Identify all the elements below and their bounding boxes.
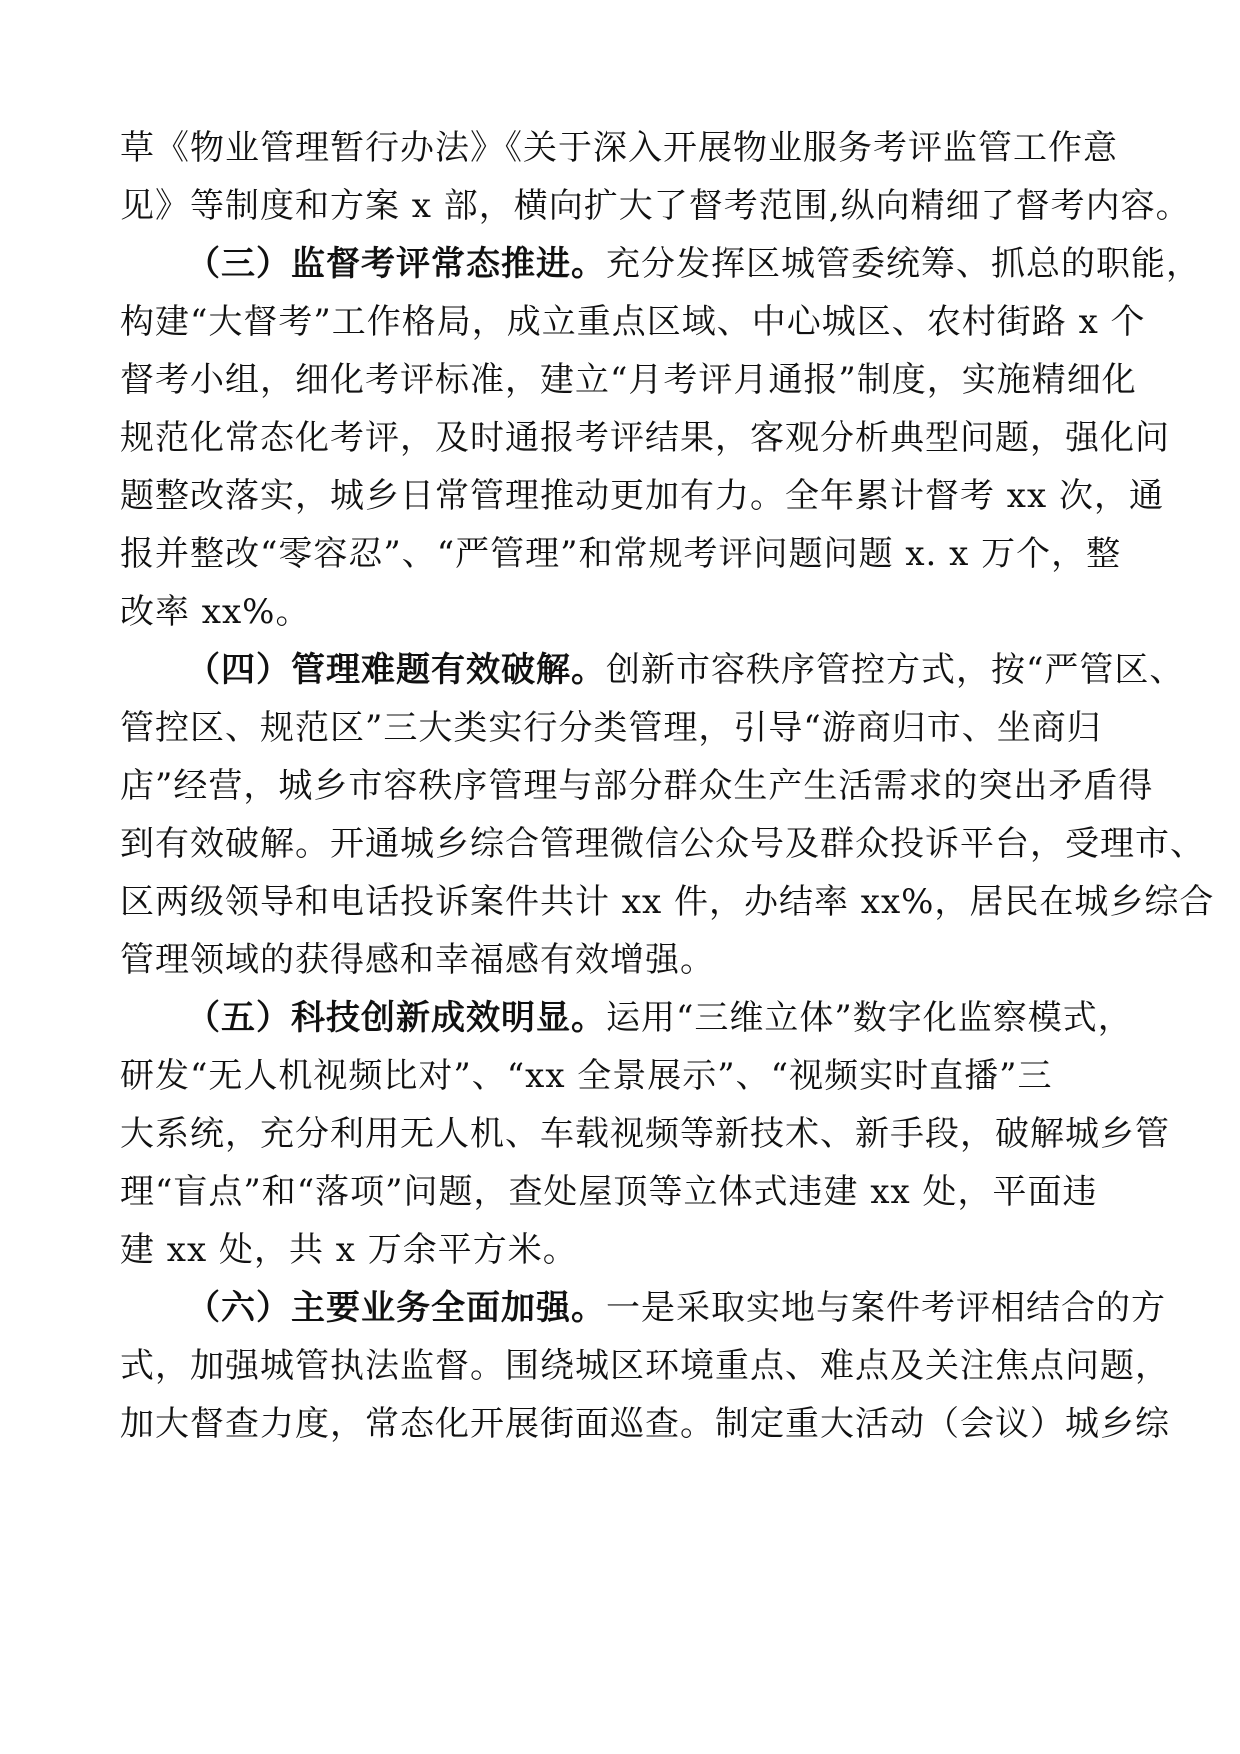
text-line: 构建“大督考”工作格局，成立重点区域、中心城区、农村街路 x 个 <box>120 302 1146 342</box>
text-line: 区两级领导和电话投诉案件共计 xx 件，办结率 xx%，居民在城乡综合 <box>120 882 1215 922</box>
text-line: 管理领域的获得感和幸福感有效增强。 <box>120 940 715 980</box>
section-six-text: 一是采取实地与案件考评相结合的方 <box>606 1288 1166 1328</box>
text-line: 研发“无人机视频比对”、“xx 全景展示”、“视频实时直播”三 <box>120 1056 1053 1096</box>
text-line: 店”经营，城乡市容秩序管理与部分群众生产生活需求的突出矛盾得 <box>120 766 1154 806</box>
text-line: 加大督查力度，常态化开展街面巡查。制定重大活动（会议）城乡综 <box>120 1404 1170 1444</box>
section-six-first-line <box>186 1288 1166 1328</box>
text-line: 草《物业管理暂行办法》《关于深入开展物业服务考评监管工作意 <box>120 128 1118 168</box>
section-three-text: 充分发挥区城管委统筹、抓总的职能， <box>606 244 1201 284</box>
text-line: 见》等制度和方案 x 部，横向扩大了督考范围,纵向精细了督考内容。 <box>120 186 1191 226</box>
section-three-first-line <box>186 244 1201 284</box>
text-line: 管控区、规范区”三大类实行分类管理，引导“游商归市、坐商归 <box>120 708 1102 748</box>
section-four-heading: （四）管理难题有效破解。 <box>186 650 606 690</box>
text-line: 督考小组，细化考评标准，建立“月考评月通报”制度，实施精细化 <box>120 360 1137 400</box>
text-line: 改率 xx%。 <box>120 592 311 632</box>
text-line: 规范化常态化考评，及时通报考评结果，客观分析典型问题，强化问 <box>120 418 1170 458</box>
section-three-heading: （三）监督考评常态推进。 <box>186 244 606 284</box>
section-five-first-line <box>186 998 1133 1038</box>
section-four-first-line <box>186 650 1184 690</box>
text-line: 题整改落实，城乡日常管理推动更加有力。全年累计督考 xx 次，通 <box>120 476 1164 516</box>
section-five-text: 运用“三维立体”数字化监察模式， <box>606 998 1133 1038</box>
text-line: 报并整改“零容忍”、“严管理”和常规考评问题问题 x. x 万个，整 <box>120 534 1122 574</box>
text-line: 式，加强城管执法监督。围绕城区环境重点、难点及关注焦点问题， <box>120 1346 1170 1386</box>
text-line: 大系统，充分利用无人机、车载视频等新技术、新手段，破解城乡管 <box>120 1114 1170 1154</box>
text-line: 建 xx 处，共 x 万余平方米。 <box>120 1230 578 1270</box>
text-line: 到有效破解。开通城乡综合管理微信公众号及群众投诉平台，受理市、 <box>120 824 1205 864</box>
section-four-text: 创新市容秩序管控方式，按“严管区、 <box>606 650 1185 690</box>
section-six-heading: （六）主要业务全面加强。 <box>186 1288 606 1328</box>
text-line: 理“盲点”和“落项”问题，查处屋顶等立体式违建 xx 处，平面违 <box>120 1172 1098 1212</box>
section-five-heading: （五）科技创新成效明显。 <box>186 998 606 1038</box>
